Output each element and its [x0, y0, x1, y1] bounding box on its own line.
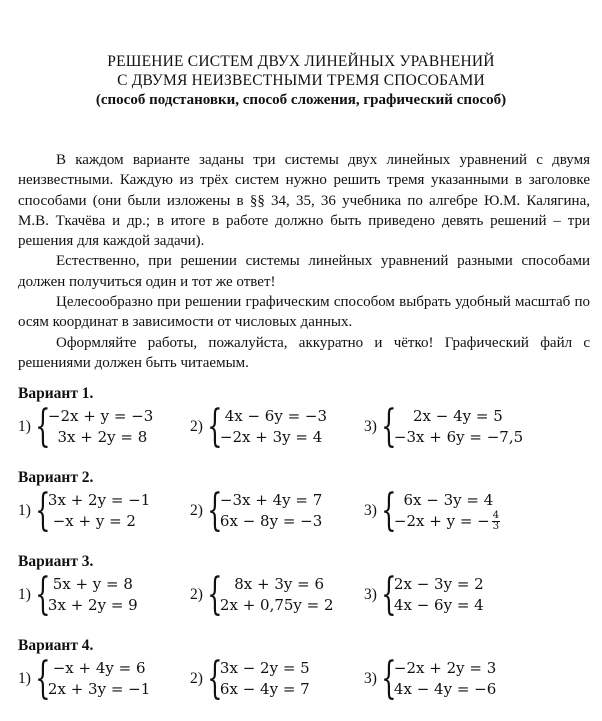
equation: 8x + 3y = 6: [219, 575, 324, 593]
brace-icon: {: [381, 569, 397, 620]
equation: 6x − 3y = 4: [393, 490, 494, 509]
system-1: [18, 401, 154, 452]
equation-text: −2x + y = −: [393, 511, 490, 530]
brace-icon: {: [35, 401, 51, 452]
equation: −x + y = 2: [47, 512, 136, 530]
equation: −3x + 4y = 7: [219, 491, 323, 509]
fraction-numerator: 4: [492, 510, 500, 522]
variants-list: [18, 385, 598, 721]
brace-icon: {: [381, 485, 397, 536]
brace-icon: {: [381, 401, 397, 452]
fraction-denominator: 3: [492, 521, 500, 533]
system-number: 2): [190, 586, 203, 603]
variant-2: [18, 469, 598, 547]
variant-3: [18, 553, 598, 631]
brace-icon: {: [207, 569, 223, 620]
variant-1: [18, 385, 598, 463]
system-number: 1): [18, 418, 31, 435]
system-number: 2): [190, 670, 203, 687]
system-number: 2): [190, 418, 203, 435]
equation: −2x + 2y = 3: [393, 659, 497, 677]
brace-icon: {: [35, 653, 51, 704]
system-number: 3): [364, 670, 377, 687]
equation: 4x − 6y = −3: [219, 407, 328, 425]
equation: 5x + y = 8: [47, 575, 133, 593]
system-number: 1): [18, 586, 31, 603]
systems-row: [18, 571, 598, 629]
title-line-2: С ДВУМЯ НЕИЗВЕСТНЫМИ ТРЕМЯ СПОСОБАМИ: [117, 72, 485, 89]
title-line-1: РЕШЕНИЕ СИСТЕМ ДВУХ ЛИНЕЙНЫХ УРАВНЕНИЙ: [107, 53, 495, 70]
paragraph-2: Естественно, при решении системы линейных уравнений разными способами должен получиться один и тот же ответ!: [18, 253, 590, 290]
system-3: [364, 653, 497, 704]
brace-icon: {: [207, 401, 223, 452]
title-subtitle: (способ подстановки, способ сложения, графический способ): [95, 92, 507, 108]
equation: −2x + y = −3: [47, 407, 154, 425]
systems-row: [18, 403, 598, 461]
equation: 2x + 3y = −1: [47, 680, 151, 698]
brace-icon: {: [207, 653, 223, 704]
equation: 2x − 3y = 2: [393, 575, 484, 593]
system-3: [364, 401, 524, 452]
equation: 3x + 2y = 9: [47, 596, 138, 614]
variant-title: Вариант 2.: [18, 469, 94, 486]
fraction: [492, 511, 500, 532]
system-number: 2): [190, 502, 203, 519]
variant-4: [18, 637, 598, 715]
variant-title: Вариант 4.: [18, 637, 94, 654]
brace-icon: {: [35, 569, 51, 620]
instructions: [18, 150, 590, 373]
system-3: [364, 569, 484, 620]
equation: −x + 4y = 6: [47, 659, 146, 677]
variant-title: Вариант 1.: [18, 385, 94, 402]
equation: 4x − 4y = −6: [393, 680, 497, 698]
system-2: [190, 401, 328, 452]
equation: 2x + 0,75y = 2: [219, 596, 334, 614]
equation: 3x + 2y = 8: [47, 428, 148, 446]
system-1: [18, 485, 151, 536]
system-number: 1): [18, 502, 31, 519]
system-3: [364, 485, 500, 536]
equation: 3x + 2y = −1: [47, 491, 151, 509]
system-number: 1): [18, 670, 31, 687]
systems-row: [18, 487, 598, 545]
system-number: 3): [364, 586, 377, 603]
system-1: [18, 569, 138, 620]
paragraph-1: В каждом варианте заданы три системы двух линейных уравнений с двумя неизвестными. Каждую из трёх систем нужно решить тремя указанными в заголовке способами (они были изложены в §§ 34, 35, 36 учебника по алгебре Ю.М. Калягина, М.В. Ткачёва и др.; в итоге в работе должно быть приведено девять решений – три решения для каждой задачи).: [18, 152, 590, 250]
equation: 4x − 6y = 4: [393, 596, 484, 614]
system-number: 3): [364, 502, 377, 519]
system-1: [18, 653, 151, 704]
equation: 3x − 2y = 5: [219, 659, 310, 677]
equation: 2x − 4y = 5: [393, 407, 503, 425]
equation-with-fraction: [394, 511, 500, 533]
brace-icon: {: [381, 653, 397, 704]
paragraph-4: Оформляйте работы, пожалуйста, аккуратно и чётко! Графический файл с решениями должен быть читаемым.: [18, 334, 590, 371]
brace-icon: {: [207, 485, 223, 536]
system-2: [190, 485, 323, 536]
system-2: [190, 653, 310, 704]
equation: 6x − 4y = 7: [219, 680, 310, 698]
document-title: [0, 52, 602, 110]
system-2: [190, 569, 334, 620]
equation: 6x − 8y = −3: [219, 512, 323, 530]
systems-row: [18, 655, 598, 713]
variant-title: Вариант 3.: [18, 553, 94, 570]
system-number: 3): [364, 418, 377, 435]
equation: −2x + 3y = 4: [219, 428, 323, 446]
equation: −3x + 6y = −7,5: [393, 428, 524, 446]
paragraph-3: Целесообразно при решении графическим способом выбрать удобный масштаб по осям координат в зависимости от числовых данных.: [18, 294, 590, 331]
brace-icon: {: [35, 485, 51, 536]
